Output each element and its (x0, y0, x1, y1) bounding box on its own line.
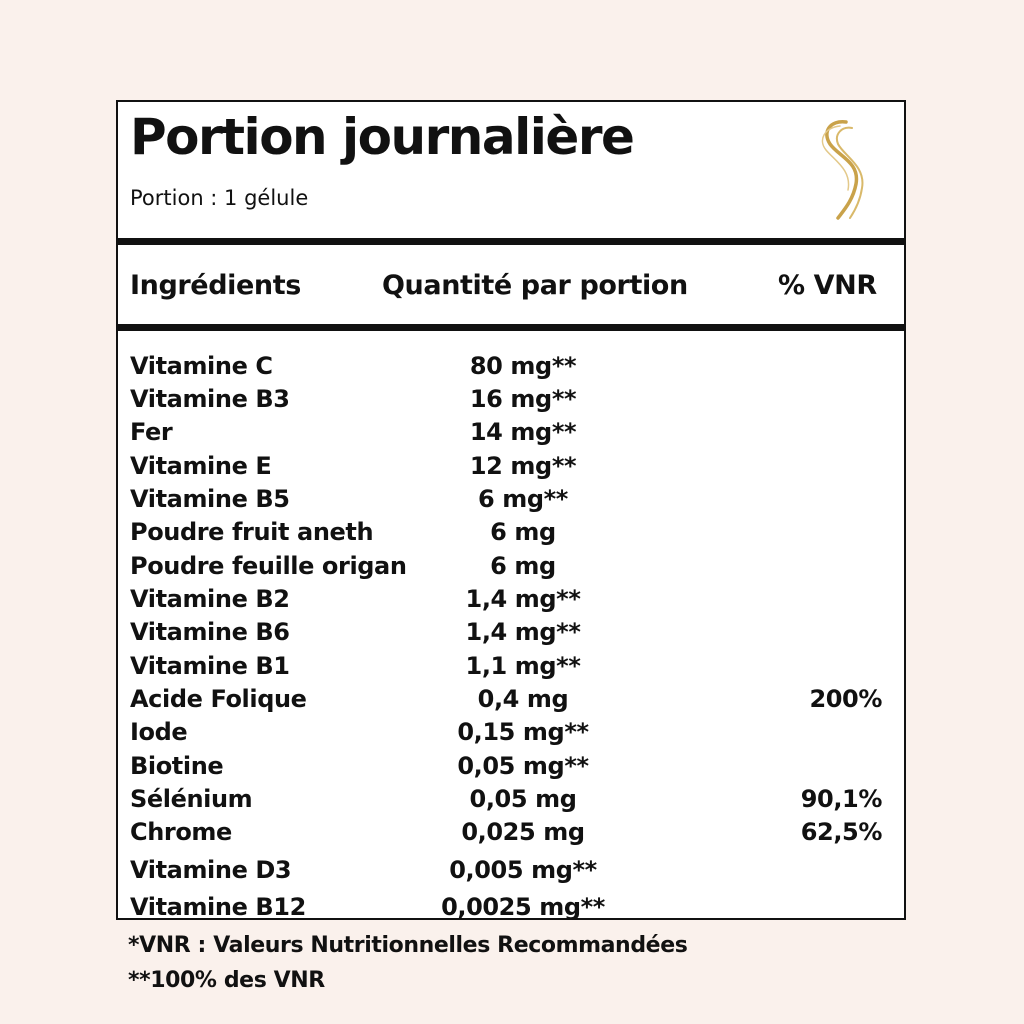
table-row (118, 552, 904, 584)
table-row (118, 752, 904, 784)
ingredient-quantity: 16 mg** (469, 385, 577, 413)
gold-swirl-logo-icon (808, 118, 868, 222)
ingredient-vnr: 62,5% (800, 818, 882, 846)
serving-size: Portion : 1 gélule (130, 186, 309, 210)
ingredient-quantity: 1,4 mg** (465, 618, 581, 646)
ingredient-name: Acide Folique (130, 685, 307, 713)
table-row (118, 518, 904, 550)
ingredient-name: Fer (130, 418, 173, 446)
table-row (118, 818, 904, 850)
ingredient-name: Iode (130, 718, 188, 746)
footnote-vnr: *VNR : Valeurs Nutritionnelles Recommandées (128, 933, 688, 958)
ingredient-vnr: 200% (809, 685, 882, 713)
header-quantity: Quantité par portion (382, 270, 688, 301)
top-divider (118, 238, 904, 245)
table-row (118, 718, 904, 750)
nutrition-label (116, 100, 906, 920)
ingredient-quantity: 1,1 mg** (465, 652, 581, 680)
ingredient-name: Chrome (130, 818, 232, 846)
header-vnr: % VNR (778, 270, 877, 301)
ingredient-name: Vitamine E (130, 452, 272, 480)
table-row (118, 685, 904, 717)
ingredient-quantity: 0,15 mg** (457, 718, 589, 746)
header-ingredients: Ingrédients (130, 270, 301, 301)
ingredient-vnr: 90,1% (800, 785, 882, 813)
ingredient-name: Sélénium (130, 785, 253, 813)
ingredient-quantity: 0,05 mg** (457, 752, 589, 780)
ingredient-name: Vitamine B5 (130, 485, 290, 513)
table-row (118, 352, 904, 384)
ingredient-quantity: 14 mg** (469, 418, 577, 446)
ingredient-quantity: 6 mg** (478, 485, 568, 513)
table-row (118, 856, 904, 888)
ingredient-name: Vitamine B2 (130, 585, 290, 613)
table-row (118, 585, 904, 617)
ingredient-quantity: 0,05 mg (469, 785, 577, 813)
footnotes (128, 933, 687, 1003)
ingredient-name: Vitamine B3 (130, 385, 290, 413)
ingredient-name: Poudre feuille origan (130, 552, 407, 580)
ingredient-name: Vitamine D3 (130, 856, 292, 884)
ingredient-quantity: 12 mg** (469, 452, 577, 480)
ingredient-name: Vitamine B1 (130, 652, 290, 680)
ingredient-quantity: 6 mg (490, 552, 556, 580)
ingredient-name: Vitamine B6 (130, 618, 290, 646)
ingredient-name: Poudre fruit aneth (130, 518, 374, 546)
table-row (118, 385, 904, 417)
footnote-100: **100% des VNR (128, 968, 325, 993)
ingredient-quantity: 0,025 mg (461, 818, 585, 846)
ingredient-name: Biotine (130, 752, 224, 780)
ingredient-quantity: 1,4 mg** (465, 585, 581, 613)
table-row (118, 618, 904, 650)
ingredient-quantity: 80 mg** (469, 352, 577, 380)
table-row (118, 485, 904, 517)
ingredient-quantity: 6 mg (490, 518, 556, 546)
ingredient-name: Vitamine B12 (130, 893, 306, 921)
table-row (118, 652, 904, 684)
table-row (118, 785, 904, 817)
header-divider (118, 324, 904, 331)
ingredient-name: Vitamine C (130, 352, 273, 380)
ingredient-quantity: 0,005 mg** (449, 856, 597, 884)
label-title: Portion journalière (130, 108, 634, 166)
table-row (118, 893, 904, 925)
ingredient-quantity: 0,0025 mg** (441, 893, 605, 921)
ingredient-quantity: 0,4 mg (477, 685, 569, 713)
table-row (118, 418, 904, 450)
table-row (118, 452, 904, 484)
